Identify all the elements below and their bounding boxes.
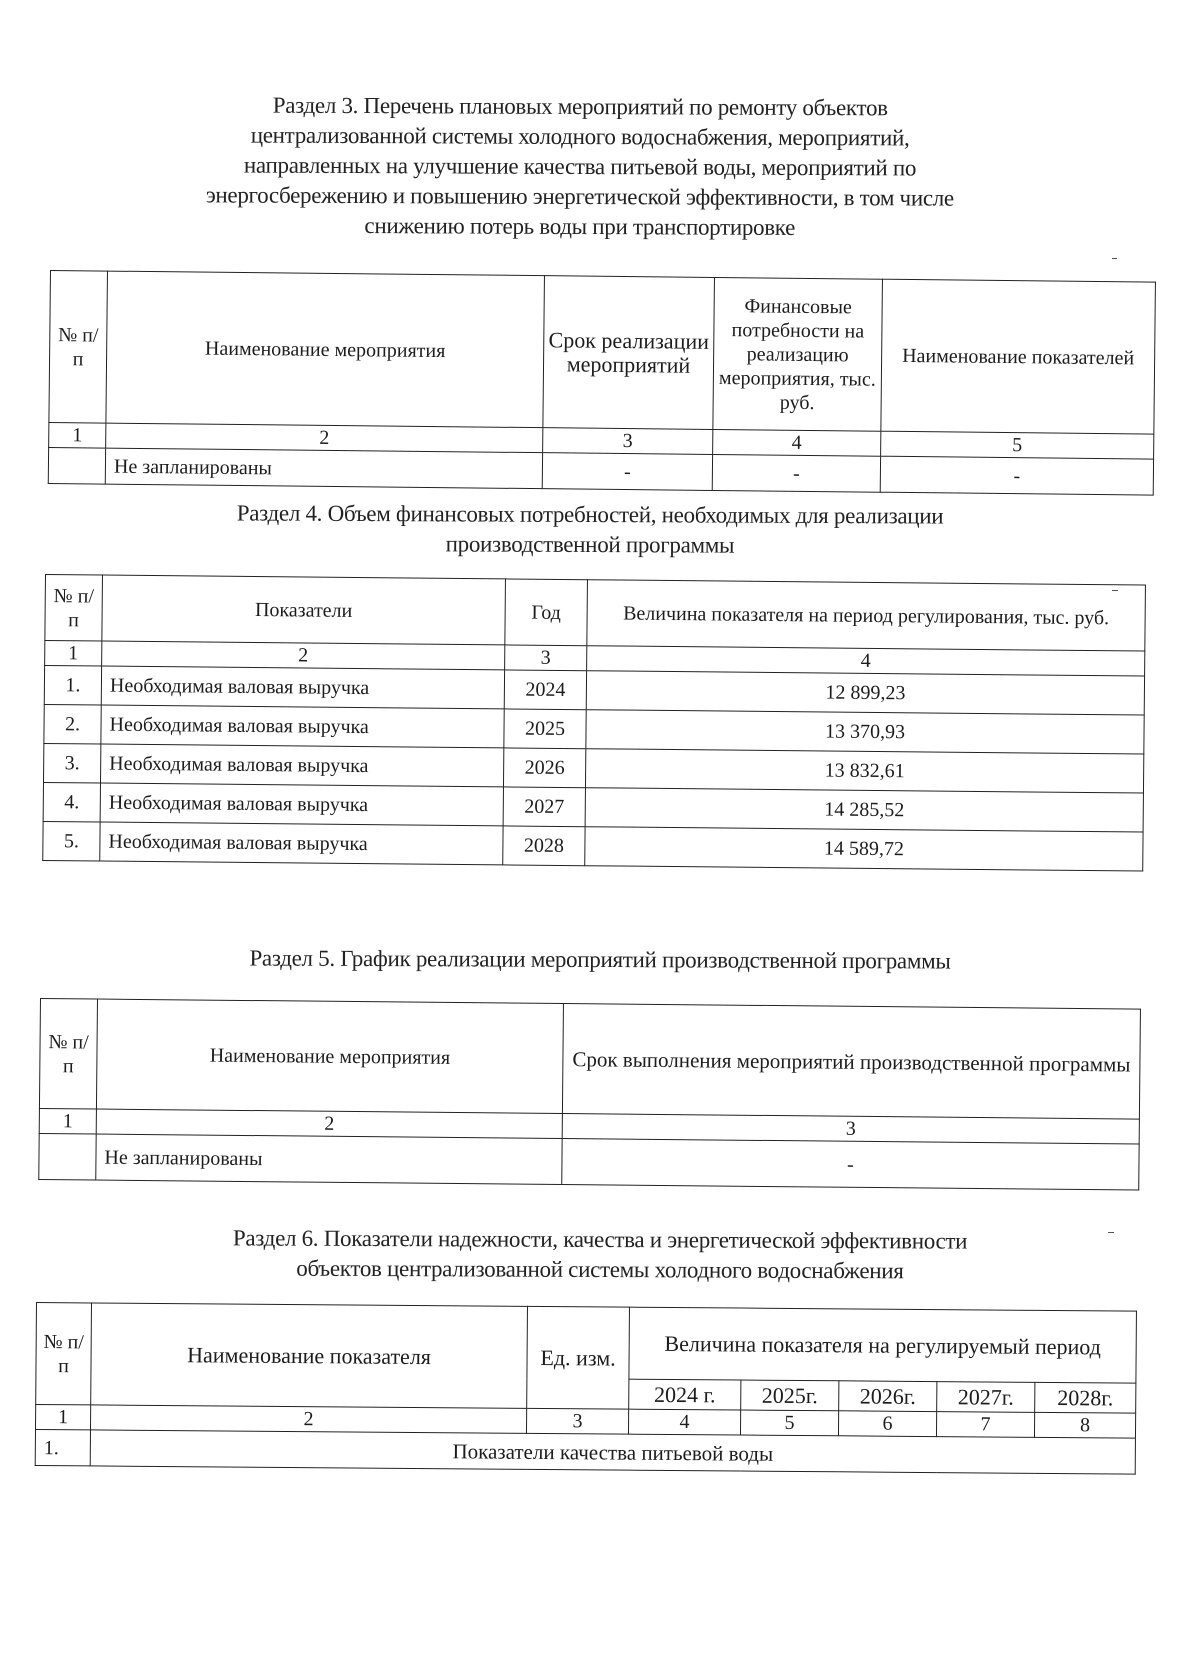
row-indicator: Необходимая валовая выручка (100, 744, 503, 787)
row-value: 13 832,61 (585, 749, 1143, 793)
row-indicator: Необходимая валовая выручка (101, 705, 504, 748)
header-year: Год (505, 579, 588, 646)
table-row (39, 1133, 1139, 1190)
section5-title: Раздел 5. График реализации мероприятий производственной программы (249, 945, 951, 974)
cell (48, 447, 105, 484)
section6-title: Раздел 6. Показатели надежности, качества и энергетической эффективности объектов централизованной системы холодного водоснабжения (232, 1225, 968, 1284)
cell-not-planned: Не запланированы (96, 1134, 562, 1184)
column-number: 4 (713, 429, 881, 456)
header-period-value: Величина показателя на регулируемый период (629, 1307, 1137, 1383)
section4-table (42, 574, 1146, 872)
cell (39, 1133, 96, 1180)
row-value: 14 285,52 (585, 788, 1143, 832)
column-number: 2 (96, 1109, 562, 1138)
header-activity-name: Наименование мероприятия (106, 271, 545, 428)
column-number: 1 (39, 1108, 96, 1134)
row-number: 5. (43, 821, 100, 861)
cell-not-planned: Не запланированы (105, 448, 542, 489)
row-number: 1. (44, 666, 101, 706)
column-number: 4 (587, 646, 1145, 676)
header-indicators: Наименование показателей (881, 279, 1156, 434)
row-number: 4. (43, 782, 100, 822)
header-activity-name: Наименование мероприятия (96, 999, 563, 1113)
header-indicator-name: Наименование показателя (91, 1303, 528, 1408)
header-number: № п/п (45, 575, 103, 642)
row-value: 12 899,23 (586, 671, 1144, 715)
header-unit: Ед. изм. (527, 1306, 630, 1409)
cell-dash: - (562, 1139, 1139, 1191)
column-number: 6 (838, 1411, 936, 1437)
year-2028: 2028г. (1035, 1382, 1136, 1413)
year-2024: 2024 г. (629, 1379, 741, 1410)
scan-speck (1108, 1232, 1114, 1233)
section6-table (35, 1302, 1137, 1475)
column-number: 3 (543, 428, 713, 455)
section3-title: Раздел 3. Перечень плановых мероприятий по ремонту объектов централизованной системы холодного водоснабжения, мероприятий, направленных на улучшение качества питьевой воды, мероприятий по энергосбережению и повышению энергетической эффективности, в том числе снижению потерь воды при транспортировке (205, 92, 954, 240)
column-number: 2 (106, 423, 543, 453)
row-year: 2026 (503, 748, 585, 788)
header-number: № п/п (49, 271, 108, 424)
row-year: 2027 (503, 787, 585, 827)
row-year: 2025 (504, 709, 586, 749)
row-number: 3. (43, 743, 100, 783)
row-number: 2. (44, 704, 101, 744)
row-indicator: Необходимая валовая выручка (100, 783, 503, 826)
row-number: 1. (35, 1430, 90, 1466)
scan-speck (1112, 590, 1118, 591)
year-2027: 2027г. (937, 1382, 1035, 1413)
header-indicators: Показатели (102, 575, 506, 645)
column-number: 5 (740, 1410, 838, 1436)
column-number: 2 (102, 641, 505, 670)
cell-dash: - (712, 454, 880, 492)
column-number: 3 (562, 1114, 1139, 1145)
section5-table (38, 998, 1141, 1191)
column-number: 4 (628, 1409, 740, 1435)
year-2025: 2025г. (741, 1380, 839, 1411)
table-row (35, 1430, 1135, 1475)
year-2026: 2026г. (839, 1381, 937, 1412)
header-finance: Финансовые потребности на реализацию мероприятия, тыс. руб. (713, 277, 883, 431)
column-number: 5 (881, 431, 1154, 459)
header-deadline: Срок выполнения мероприятий производственной программы (562, 1004, 1140, 1120)
section4-title: Раздел 4. Объем финансовых потребностей, необходимых для реализации производственной программы (236, 500, 944, 558)
column-number: 1 (35, 1405, 90, 1430)
column-number: 7 (936, 1412, 1034, 1438)
column-number: 2 (90, 1405, 526, 1433)
row-year: 2028 (503, 826, 585, 866)
row-value: 13 370,93 (586, 710, 1144, 754)
header-value: Величина показателя на период регулирования, тыс. руб. (587, 580, 1146, 651)
section3-table (48, 270, 1156, 496)
header-number: № п/п (36, 1303, 92, 1405)
column-number: 3 (526, 1408, 628, 1434)
row-indicator: Необходимая валовая выручка (101, 666, 504, 709)
column-number: 8 (1034, 1412, 1135, 1438)
column-number: 3 (505, 645, 587, 671)
cell-dash: - (880, 456, 1153, 495)
row-year: 2024 (504, 670, 586, 710)
header-term: Срок реализации мероприятий (543, 276, 715, 430)
row-group-title: Показатели качества питьевой воды (90, 1430, 1135, 1474)
column-number: 1 (45, 641, 102, 667)
header-number: № п/п (39, 999, 97, 1110)
scan-speck (1112, 258, 1117, 259)
column-number: 1 (49, 422, 106, 448)
row-indicator: Необходимая валовая выручка (100, 822, 503, 865)
cell-dash: - (542, 453, 712, 491)
row-value: 14 589,72 (585, 827, 1143, 871)
